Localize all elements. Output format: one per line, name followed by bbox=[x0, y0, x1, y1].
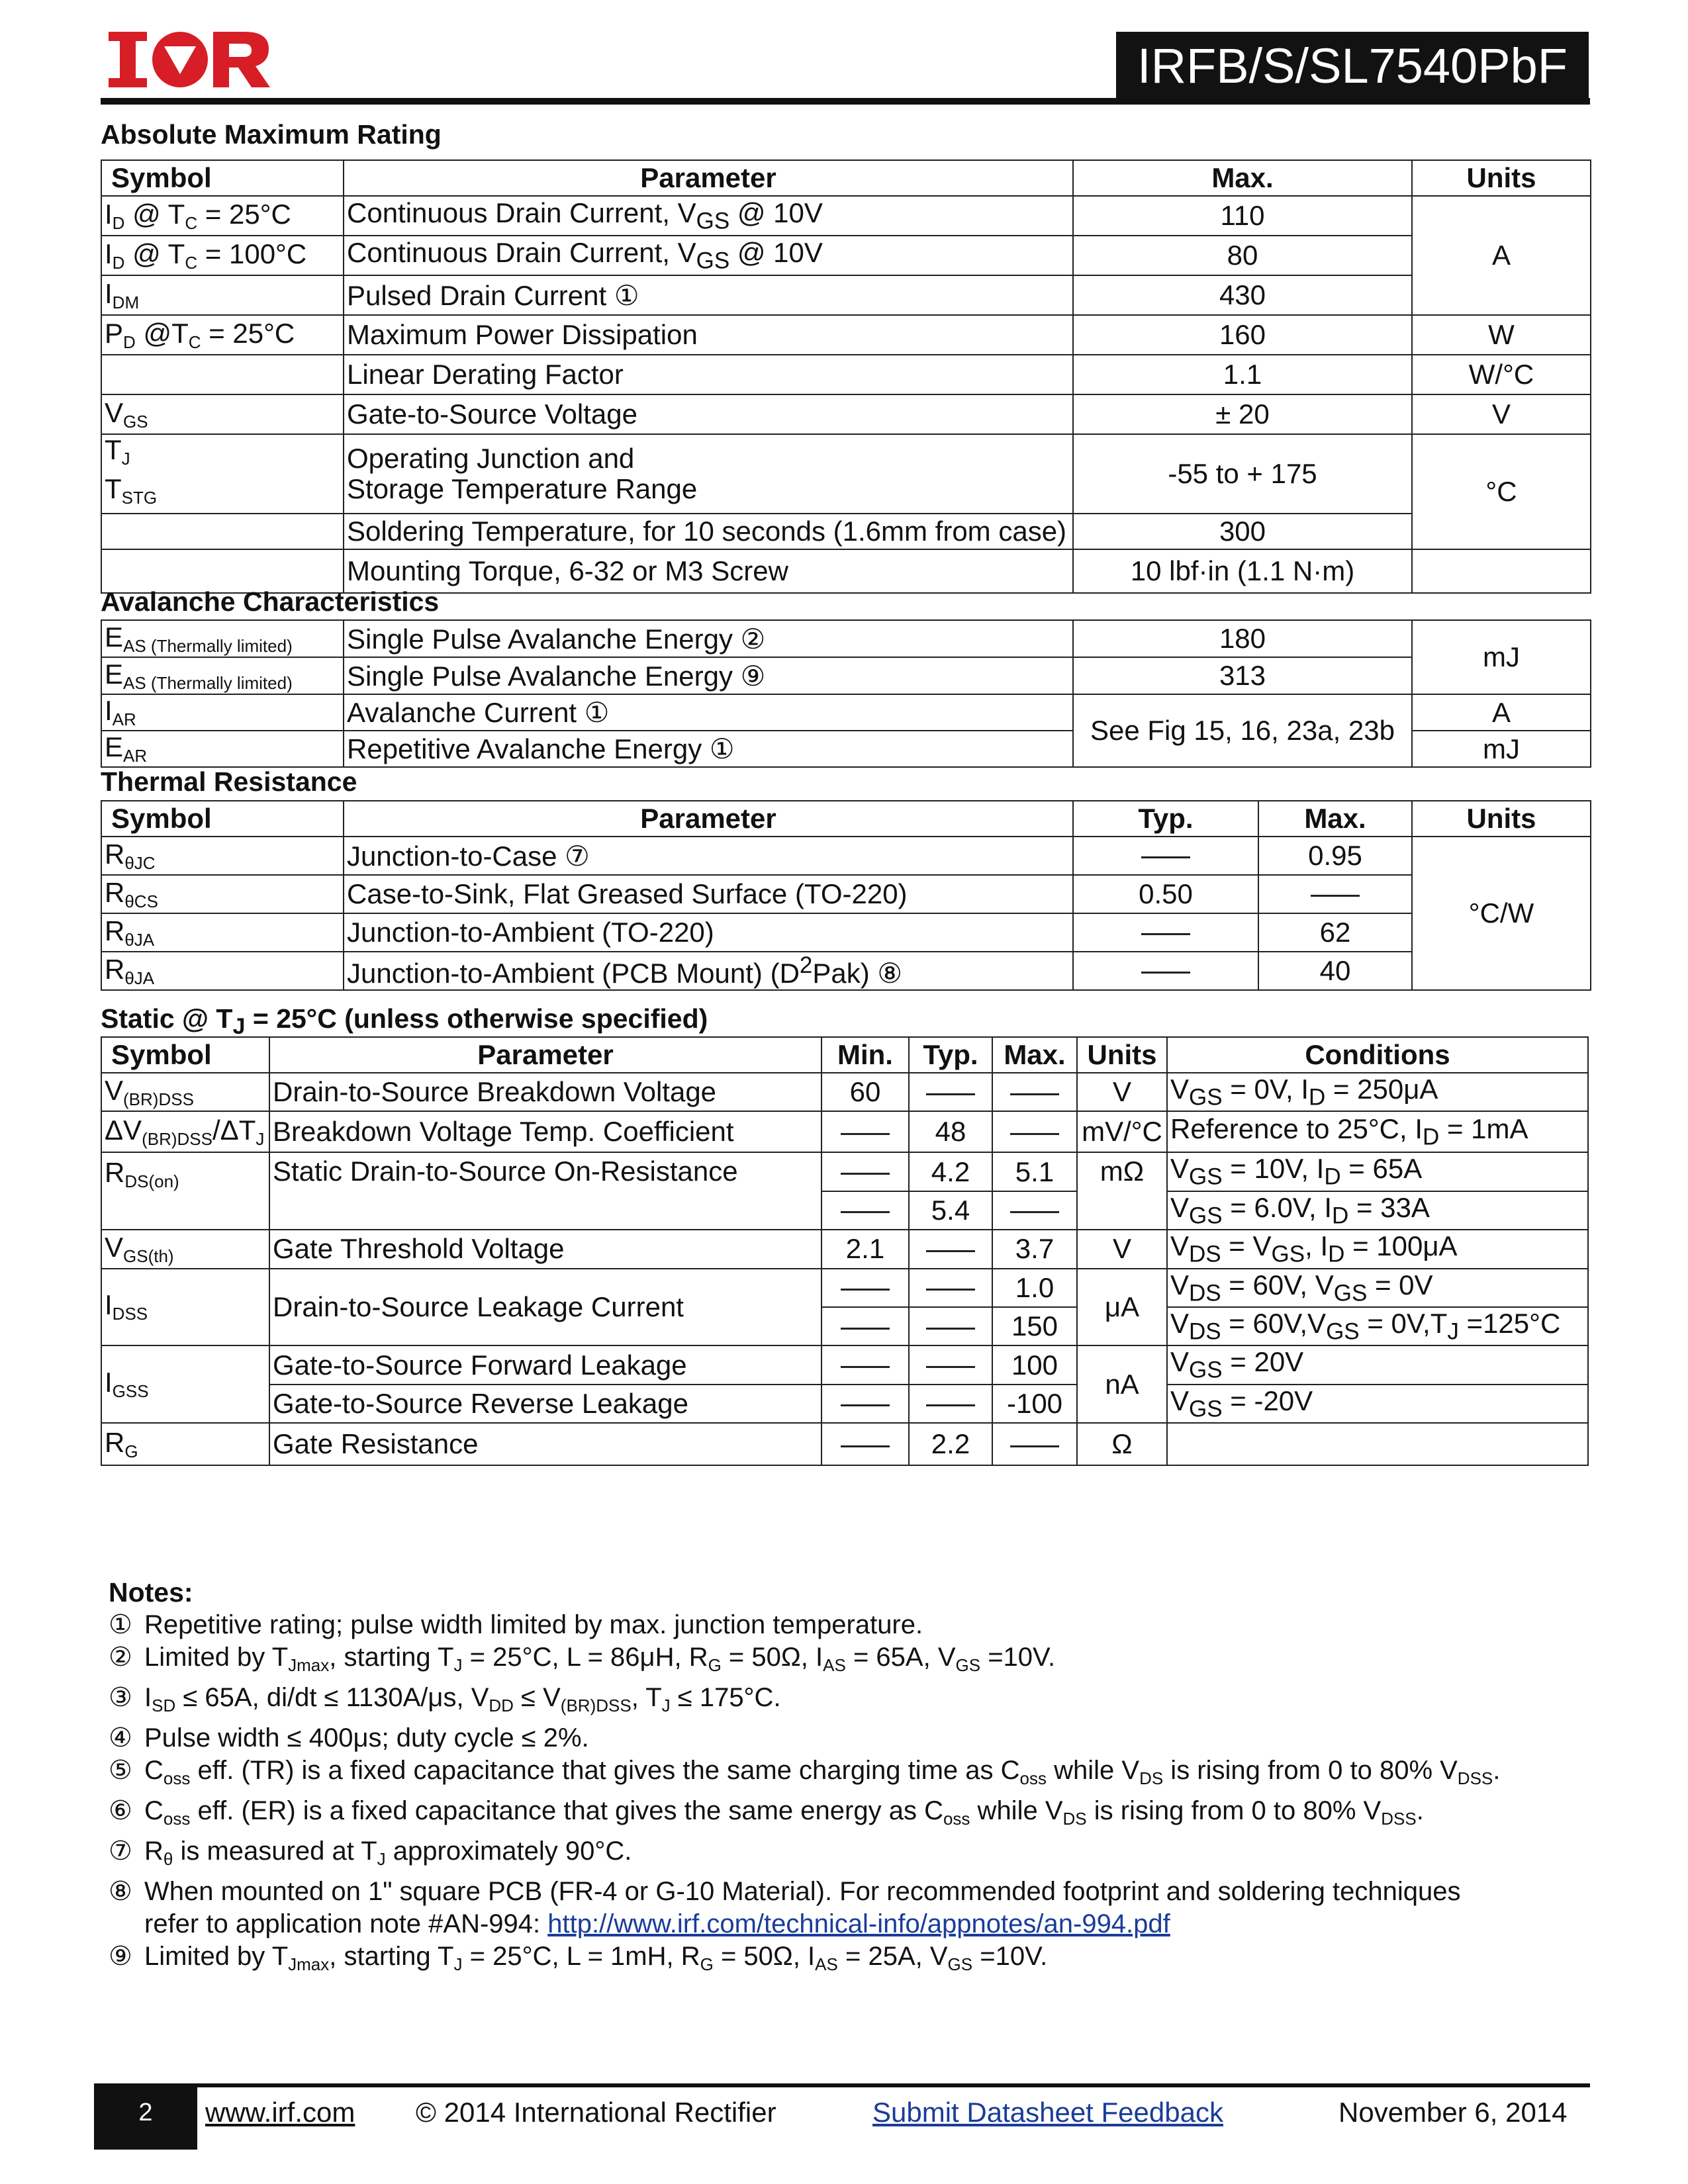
parameter-cell: Junction-to-Case ⑦ bbox=[344, 837, 1073, 875]
units-cell: A bbox=[1412, 196, 1591, 315]
feedback-link[interactable]: Submit Datasheet Feedback bbox=[872, 2097, 1223, 2128]
dash-mark bbox=[926, 1404, 975, 1406]
units-cell: °C bbox=[1412, 434, 1591, 549]
note-text: Limited by $T_{Jmax}$, starting $T_J = 25^\circ C$, L = 86μH, $R_G = 50\Omega$, $I_{AS} = 65A$, $V_{GS} =10V$. bbox=[144, 1643, 1056, 1675]
table-row bbox=[101, 1345, 1588, 1384]
max-cell: 62 bbox=[1258, 913, 1412, 952]
table-row bbox=[101, 1111, 1588, 1152]
col-conditions: Conditions bbox=[1167, 1037, 1588, 1073]
typ-cell: 5.4 bbox=[909, 1191, 992, 1230]
table-row bbox=[101, 236, 1591, 275]
table-row bbox=[101, 1230, 1588, 1268]
table-row bbox=[101, 315, 1591, 355]
parameter-cell: Junction-to-Ambient (TO-220) bbox=[344, 913, 1073, 952]
symbol-cell: $I_{DSS}$ bbox=[101, 1269, 269, 1346]
col-typ: Typ. bbox=[1073, 801, 1258, 837]
col-units: Units bbox=[1412, 801, 1591, 837]
avalanche-table bbox=[101, 619, 1591, 768]
dash-mark bbox=[926, 1093, 975, 1095]
max-cell: -55 to + 175 bbox=[1073, 434, 1412, 514]
max-cell: 1.1 bbox=[1073, 355, 1412, 394]
parameter-cell: Static Drain-to-Source On-Resistance bbox=[269, 1152, 821, 1230]
dash-mark bbox=[841, 1211, 890, 1213]
table-row bbox=[101, 196, 1591, 236]
symbol-cell: $P_D$ $@T_C = 25^\circ C$ bbox=[101, 315, 344, 355]
typ-cell bbox=[909, 1385, 992, 1423]
table-row bbox=[101, 913, 1591, 952]
units-cell: mJ bbox=[1412, 620, 1591, 694]
symbol-cell: $I_{AR}$ bbox=[101, 694, 344, 731]
parameter-cell: Drain-to-Source Leakage Current bbox=[269, 1269, 821, 1346]
abs-max-title: Absolute Maximum Rating bbox=[101, 119, 442, 150]
table-row bbox=[101, 875, 1591, 913]
notes-list bbox=[109, 1609, 1585, 1981]
parameter-cell: Gate-to-Source Forward Leakage bbox=[269, 1345, 821, 1384]
table-row bbox=[101, 952, 1591, 990]
col-units: Units bbox=[1077, 1037, 1167, 1073]
symbol-cell: $I_D$ @ $T_C = 25^\circ C$ bbox=[101, 196, 344, 236]
max-cell: 300 bbox=[1073, 514, 1412, 549]
min-cell bbox=[821, 1111, 909, 1152]
parameter-cell: Maximum Power Dissipation bbox=[344, 315, 1073, 355]
max-cell: 110 bbox=[1073, 196, 1412, 236]
dash-mark bbox=[841, 1289, 890, 1291]
typ-cell: 2.2 bbox=[909, 1423, 992, 1465]
conditions-cell: $V_{DS} = 60V$, $V_{GS} = 0V$ bbox=[1167, 1269, 1588, 1307]
min-cell bbox=[821, 1423, 909, 1465]
col-parameter: Parameter bbox=[344, 801, 1073, 837]
note-text: refer to application note #AN-994: bbox=[144, 1909, 548, 1938]
typ-cell: 0.50 bbox=[1073, 875, 1258, 913]
table-row bbox=[101, 1073, 1588, 1111]
note-text: Limited by $T_{Jmax}$, starting $T_J = 25^\circ C$, L = 1mH, $R_G = 50\Omega$, $I_{AS} = 25A$, $V_{GS} =10V$. bbox=[144, 1942, 1048, 1974]
note-marker: ⑥ bbox=[109, 1796, 132, 1825]
max-cell bbox=[1258, 875, 1412, 913]
note-text: $C_{oss}$ eff. (TR) is a fixed capacitance that gives the same charging time as $C_{oss}$ while $V_{DS}$ is rising from 0 to 80% $V_{DSS}$. bbox=[144, 1756, 1501, 1788]
note-marker: ④ bbox=[109, 1723, 132, 1752]
conditions-cell: $V_{GS} = 0V$, $I_D = 250\mu A$ bbox=[1167, 1073, 1588, 1111]
col-max: Max. bbox=[992, 1037, 1077, 1073]
table-row bbox=[101, 514, 1591, 549]
an994-link[interactable]: http://www.irf.com/technical-info/appnotes/an-994.pdf bbox=[547, 1909, 1170, 1938]
units-cell: W bbox=[1412, 315, 1591, 355]
note-marker: ⑧ bbox=[109, 1877, 132, 1906]
min-cell bbox=[821, 1269, 909, 1307]
note-marker: ② bbox=[109, 1643, 132, 1672]
max-cell: 160 bbox=[1073, 315, 1412, 355]
list-item bbox=[109, 1940, 1585, 1981]
dash-mark bbox=[1311, 895, 1360, 897]
dash-mark bbox=[1010, 1133, 1059, 1135]
conditions-cell bbox=[1167, 1423, 1588, 1465]
symbol-cell: $R_{\theta CS}$ bbox=[101, 875, 344, 913]
max-cell: 3.7 bbox=[992, 1230, 1077, 1268]
parameter-cell: Pulsed Drain Current ① bbox=[344, 275, 1073, 315]
parameter-cell: Breakdown Voltage Temp. Coefficient bbox=[269, 1111, 821, 1152]
max-cell bbox=[992, 1191, 1077, 1230]
typ-cell bbox=[1073, 952, 1258, 990]
note-text: $I_{SD} \le 65A$, di/dt ≤ 1130A/μs, $V_{DD} \le V_{(BR)DSS}$, $T_J \le 175^\circ C$. bbox=[144, 1683, 781, 1715]
max-cell: 10 lbf·in (1.1 N·m) bbox=[1073, 549, 1412, 593]
conditions-cell: $V_{GS} = -20V$ bbox=[1167, 1385, 1588, 1423]
dash-mark bbox=[926, 1289, 975, 1291]
symbol-cell: $R_G$ bbox=[101, 1423, 269, 1465]
units-cell: V bbox=[1077, 1230, 1167, 1268]
list-item bbox=[109, 1722, 1585, 1754]
symbol-cell bbox=[101, 355, 344, 394]
note-text: $C_{oss}$ eff. (ER) is a fixed capacitance that gives the same energy as $C_{oss}$ while $V_{DS}$ is rising from 0 to 80% $V_{DSS}$. bbox=[144, 1796, 1424, 1829]
symbol-cell: $R_{DS(on)}$ bbox=[101, 1152, 269, 1230]
table-row bbox=[101, 275, 1591, 315]
list-item bbox=[109, 1835, 1585, 1876]
symbol-cell bbox=[101, 514, 344, 549]
abs-max-table bbox=[101, 159, 1591, 594]
parameter-cell: Gate-to-Source Voltage bbox=[344, 394, 1073, 434]
ior-logo-icon bbox=[106, 28, 271, 91]
conditions-cell: Reference to 25°C, $I_D = 1mA$ bbox=[1167, 1111, 1588, 1152]
dash-mark bbox=[1010, 1445, 1059, 1447]
part-number-banner: IRFB/S/SL7540PbF bbox=[1116, 32, 1589, 101]
dash-mark bbox=[841, 1328, 890, 1330]
parameter-cell: Drain-to-Source Breakdown Voltage bbox=[269, 1073, 821, 1111]
units-cell: V bbox=[1077, 1073, 1167, 1111]
min-cell bbox=[821, 1307, 909, 1345]
col-max: Max. bbox=[1073, 160, 1412, 196]
table-row bbox=[101, 1423, 1588, 1465]
units-cell: mV/°C bbox=[1077, 1111, 1167, 1152]
dash-mark bbox=[1010, 1211, 1059, 1213]
max-cell: 150 bbox=[992, 1307, 1077, 1345]
units-cell: A bbox=[1412, 694, 1591, 731]
note-marker: ⑤ bbox=[109, 1756, 132, 1785]
note-marker: ③ bbox=[109, 1683, 132, 1712]
dash-mark bbox=[841, 1366, 890, 1368]
symbol-cell: $E_{AS (Thermally limited)}$ bbox=[101, 620, 344, 657]
parameter-cell: Continuous Drain Current, $V_{GS}$ @ 10V bbox=[344, 236, 1073, 275]
max-cell: 1.0 bbox=[992, 1269, 1077, 1307]
typ-cell bbox=[909, 1345, 992, 1384]
typ-cell bbox=[909, 1307, 992, 1345]
min-cell bbox=[821, 1191, 909, 1230]
table-row bbox=[101, 837, 1591, 875]
list-item bbox=[109, 1609, 1585, 1641]
company-logo bbox=[106, 28, 271, 91]
note-marker: ⑦ bbox=[109, 1837, 132, 1866]
dash-mark bbox=[1141, 856, 1190, 858]
typ-cell: 48 bbox=[909, 1111, 992, 1152]
col-symbol: Symbol bbox=[101, 160, 344, 196]
max-cell: 80 bbox=[1073, 236, 1412, 275]
conditions-cell: $V_{GS} = 20V$ bbox=[1167, 1345, 1588, 1384]
symbol-cell: $T_J$ $T_{STG}$ bbox=[101, 434, 344, 514]
symbol-cell: $E_{AR}$ bbox=[101, 731, 344, 767]
typ-cell bbox=[909, 1230, 992, 1268]
list-item bbox=[109, 1795, 1585, 1835]
avalanche-title: Avalanche Characteristics bbox=[101, 586, 440, 617]
conditions-cell: $V_{GS} = 6.0V$, $I_D = 33A$ bbox=[1167, 1191, 1588, 1230]
typ-cell: 4.2 bbox=[909, 1152, 992, 1191]
dash-mark bbox=[926, 1250, 975, 1252]
note-text: When mounted on 1" square PCB (FR-4 or G-10 Material). For recommended footprint and soldering techniques bbox=[144, 1877, 1461, 1906]
table-row bbox=[101, 394, 1591, 434]
static-title: Static @ $T_J = 25^\circ C$ (unless otherwise specified) bbox=[101, 1003, 708, 1040]
symbol-cell: $R_{\theta JA}$ bbox=[101, 913, 344, 952]
parameter-cell: Case-to-Sink, Flat Greased Surface (TO-220) bbox=[344, 875, 1073, 913]
parameter-cell: Avalanche Current ① bbox=[344, 694, 1073, 731]
symbol-cell: $E_{AS (Thermally limited)}$ bbox=[101, 657, 344, 694]
thermal-title: Thermal Resistance bbox=[101, 766, 357, 797]
col-units: Units bbox=[1412, 160, 1591, 196]
table-row bbox=[101, 1385, 1588, 1423]
units-cell: mJ bbox=[1412, 731, 1591, 767]
symbol-cell: $V_{(BR)DSS}$ bbox=[101, 1073, 269, 1111]
copyright: © 2014 International Rectifier bbox=[416, 2097, 776, 2128]
notes-title: Notes: bbox=[109, 1577, 193, 1608]
col-typ: Typ. bbox=[909, 1037, 992, 1073]
symbol-cell: $V_{GS(th)}$ bbox=[101, 1230, 269, 1268]
symbol-cell: $I_D$ @ $T_C = 100^\circ C$ bbox=[101, 236, 344, 275]
parameter-cell: Linear Derating Factor bbox=[344, 355, 1073, 394]
symbol-cell: $I_{DM}$ bbox=[101, 275, 344, 315]
col-min: Min. bbox=[821, 1037, 909, 1073]
website-link[interactable]: www.irf.com bbox=[205, 2097, 355, 2128]
publish-date: November 6, 2014 bbox=[1338, 2097, 1568, 2128]
typ-cell bbox=[1073, 913, 1258, 952]
symbol-cell: $R_{\theta JA}$ bbox=[101, 952, 344, 990]
table-row bbox=[101, 620, 1591, 657]
notes-section bbox=[109, 1576, 1585, 1981]
note-marker: ① bbox=[109, 1610, 132, 1639]
static-table bbox=[101, 1036, 1589, 1466]
symbol-cell: $V_{GS}$ bbox=[101, 394, 344, 434]
parameter-cell: Repetitive Avalanche Energy ① bbox=[344, 731, 1073, 767]
parameter-cell: Gate Resistance bbox=[269, 1423, 821, 1465]
col-symbol: Symbol bbox=[101, 1037, 269, 1073]
min-cell bbox=[821, 1345, 909, 1384]
list-item bbox=[109, 1908, 1585, 1940]
dash-mark bbox=[841, 1445, 890, 1447]
typ-cell bbox=[1073, 837, 1258, 875]
list-item bbox=[109, 1754, 1585, 1795]
dash-mark bbox=[1141, 933, 1190, 935]
col-parameter: Parameter bbox=[269, 1037, 821, 1073]
table-row bbox=[101, 355, 1591, 394]
units-cell: V bbox=[1412, 394, 1591, 434]
max-cell: 5.1 bbox=[992, 1152, 1077, 1191]
parameter-cell: Continuous Drain Current, $V_{GS}$ @ 10V bbox=[344, 196, 1073, 236]
note-marker: ⑨ bbox=[109, 1942, 132, 1971]
note-marker bbox=[109, 1908, 144, 1940]
dash-mark bbox=[841, 1173, 890, 1175]
dash-mark bbox=[841, 1133, 890, 1135]
footer-divider bbox=[94, 2083, 1590, 2087]
parameter-cell: Mounting Torque, 6-32 or M3 Screw bbox=[344, 549, 1073, 593]
max-cell: 430 bbox=[1073, 275, 1412, 315]
note-text: $R_\theta$ is measured at $T_J$ approximately 90°C. bbox=[144, 1837, 632, 1869]
conditions-cell: $V_{DS} = 60V,V_{GS} = 0V,T_J =125^\circ C$ bbox=[1167, 1307, 1588, 1345]
symbol-cell: $R_{\theta JC}$ bbox=[101, 837, 344, 875]
max-cell: 100 bbox=[992, 1345, 1077, 1384]
dash-mark bbox=[1141, 972, 1190, 974]
parameter-cell: Soldering Temperature, for 10 seconds (1.6mm from case) bbox=[344, 514, 1073, 549]
table-row bbox=[101, 1152, 1588, 1191]
max-cell: 40 bbox=[1258, 952, 1412, 990]
parameter-cell: Single Pulse Avalanche Energy ⑨ bbox=[344, 657, 1073, 694]
parameter-cell: Single Pulse Avalanche Energy ② bbox=[344, 620, 1073, 657]
list-item bbox=[109, 1682, 1585, 1722]
parameter-cell: Gate-to-Source Reverse Leakage bbox=[269, 1385, 821, 1423]
min-cell: 2.1 bbox=[821, 1230, 909, 1268]
max-cell: 313 bbox=[1073, 657, 1412, 694]
dash-mark bbox=[926, 1328, 975, 1330]
max-cell bbox=[992, 1111, 1077, 1152]
min-cell: 60 bbox=[821, 1073, 909, 1111]
dash-mark bbox=[926, 1366, 975, 1368]
max-cell: ± 20 bbox=[1073, 394, 1412, 434]
parameter-cell: Junction-to-Ambient (PCB Mount) $(D^2Pak)$ ⑧ bbox=[344, 952, 1073, 990]
parameter-cell: Operating Junction and Storage Temperature Range bbox=[344, 434, 1073, 514]
dash-mark bbox=[1010, 1093, 1059, 1095]
parameter-cell: Gate Threshold Voltage bbox=[269, 1230, 821, 1268]
see-fig-cell: See Fig 15, 16, 23a, 23b bbox=[1073, 694, 1412, 767]
note-text: Pulse width ≤ 400μs; duty cycle ≤ 2%. bbox=[144, 1723, 589, 1752]
table-row bbox=[101, 434, 1591, 514]
max-cell bbox=[992, 1423, 1077, 1465]
table-row bbox=[101, 1269, 1588, 1307]
symbol-cell: $\Delta V_{(BR)DSS}/\Delta T_J$ bbox=[101, 1111, 269, 1152]
conditions-cell: $V_{GS} = 10V$, $I_D = 65A$ bbox=[1167, 1152, 1588, 1191]
symbol-cell: $I_{GSS}$ bbox=[101, 1345, 269, 1423]
conditions-cell: $V_{DS} = V_{GS}$, $I_D = 100\mu A$ bbox=[1167, 1230, 1588, 1268]
units-cell bbox=[1412, 549, 1591, 593]
list-item bbox=[109, 1876, 1585, 1908]
units-cell: nA bbox=[1077, 1345, 1167, 1423]
units-cell: Ω bbox=[1077, 1423, 1167, 1465]
units-cell: μA bbox=[1077, 1269, 1167, 1346]
table-row bbox=[101, 694, 1591, 731]
list-item bbox=[109, 1641, 1585, 1682]
max-cell bbox=[992, 1073, 1077, 1111]
units-cell: mΩ bbox=[1077, 1152, 1167, 1230]
thermal-table bbox=[101, 800, 1591, 991]
note-text: Repetitive rating; pulse width limited by max. junction temperature. bbox=[144, 1610, 923, 1639]
page-number: 2 bbox=[94, 2083, 197, 2150]
dash-mark bbox=[841, 1404, 890, 1406]
max-cell: 0.95 bbox=[1258, 837, 1412, 875]
units-cell: °C/W bbox=[1412, 837, 1591, 990]
min-cell bbox=[821, 1152, 909, 1191]
min-cell bbox=[821, 1385, 909, 1423]
header-divider bbox=[101, 98, 1590, 105]
table-row bbox=[101, 657, 1591, 694]
col-max: Max. bbox=[1258, 801, 1412, 837]
col-symbol: Symbol bbox=[101, 801, 344, 837]
col-parameter: Parameter bbox=[344, 160, 1073, 196]
typ-cell bbox=[909, 1073, 992, 1111]
typ-cell bbox=[909, 1269, 992, 1307]
max-cell: 180 bbox=[1073, 620, 1412, 657]
max-cell: -100 bbox=[992, 1385, 1077, 1423]
units-cell: W/°C bbox=[1412, 355, 1591, 394]
